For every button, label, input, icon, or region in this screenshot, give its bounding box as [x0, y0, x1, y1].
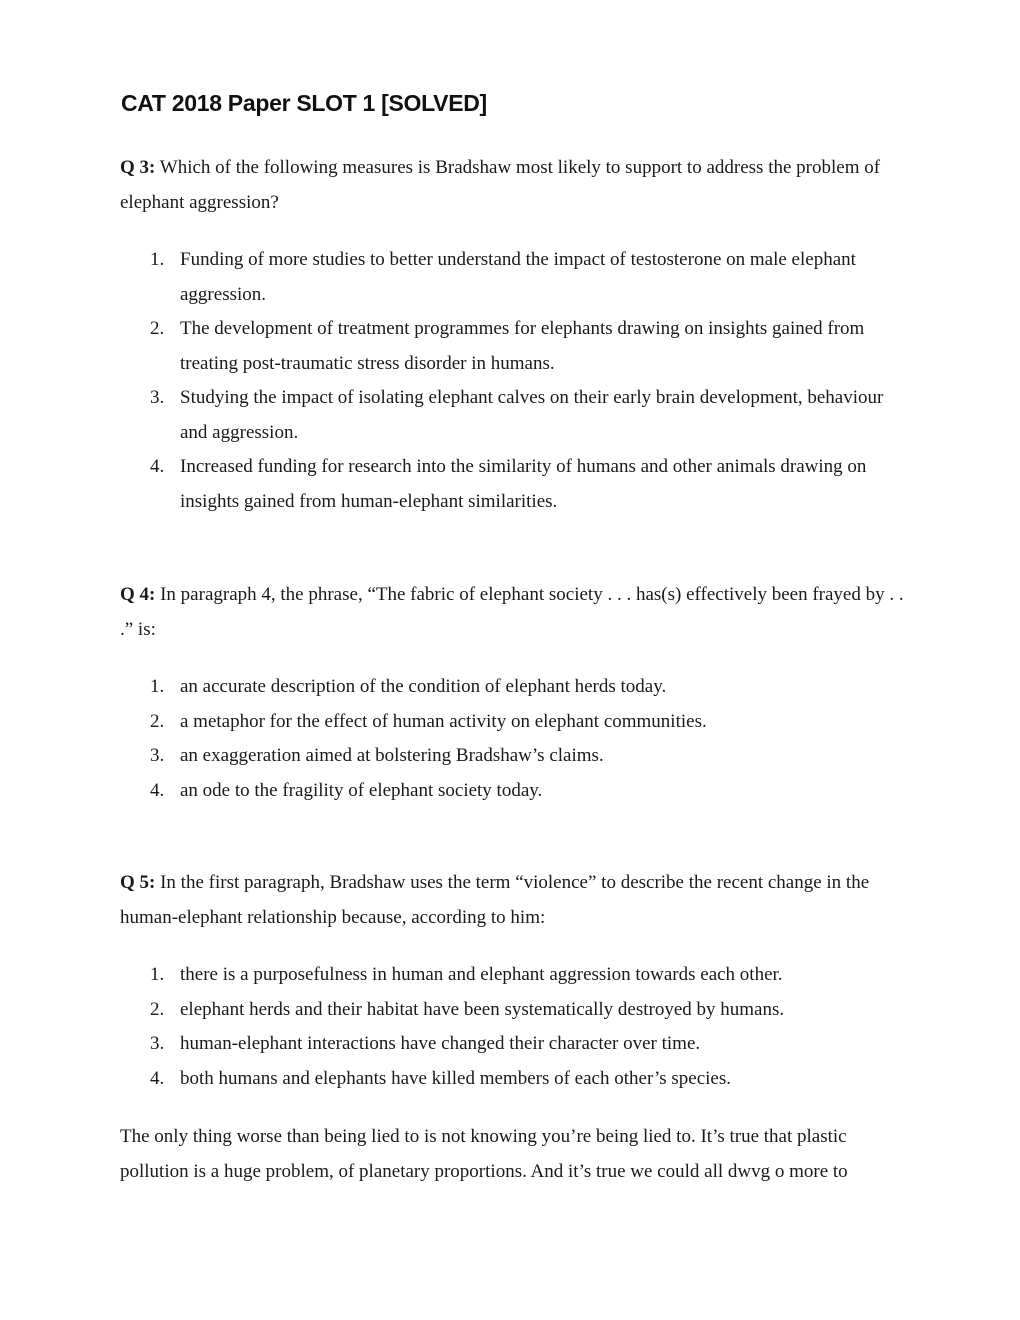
option-text: elephant herds and their habitat have been systematically destroyed by humans.: [180, 998, 785, 1020]
option-number: 3.: [150, 387, 165, 408]
option-text: Studying the impact of isolating elephant calves on their early brain development, behaviour and aggression.: [180, 387, 884, 443]
option-number: 1.: [150, 964, 165, 985]
option-number: 2.: [150, 710, 165, 732]
option-text: human-elephant interactions have changed their character over time.: [180, 1033, 701, 1054]
option-item: [120, 958, 910, 993]
question-number: Q 3:: [120, 157, 156, 178]
option-text: an accurate description of the condition of elephant herds today.: [180, 676, 667, 697]
option-item: [120, 1027, 910, 1062]
question-4: [120, 578, 910, 808]
question-number: Q 4:: [120, 584, 156, 605]
option-number: 3.: [150, 1033, 165, 1054]
question-5: [120, 866, 910, 1096]
option-item: [120, 739, 910, 774]
option-list: [120, 958, 910, 1096]
question-stem: [120, 578, 910, 647]
option-item: [120, 993, 910, 1028]
option-text: The development of treatment programmes for elephants drawing on insights gained from treating post-traumatic stress disorder in humans.: [180, 318, 865, 374]
question-3: [120, 151, 910, 519]
option-text: a metaphor for the effect of human activity on elephant communities.: [180, 710, 707, 732]
option-item: [120, 312, 910, 381]
option-number: 1.: [150, 249, 165, 270]
option-number: 4.: [150, 1067, 165, 1089]
question-text: Which of the following measures is Bradshaw most likely to support to address the problem of elephant aggression?: [120, 157, 881, 213]
question-number: Q 5:: [120, 872, 156, 893]
option-text: Funding of more studies to better understand the impact of testosterone on male elephant aggression.: [180, 249, 856, 305]
option-item: [120, 1062, 910, 1097]
option-item: [120, 670, 910, 705]
option-number: 3.: [150, 745, 165, 766]
option-item: [120, 450, 910, 519]
option-list: [120, 670, 910, 808]
option-text: an ode to the fragility of elephant society today.: [180, 779, 543, 801]
question-text: In the first paragraph, Bradshaw uses the term “violence” to describe the recent change in the human-elephant relationship because, according to him:: [120, 872, 870, 928]
page-title: CAT 2018 Paper SLOT 1 [SOLVED]: [121, 90, 487, 116]
question-text: In paragraph 4, the phrase, “The fabric of elephant society . . . has(s) effectively been frayed by . . .” is:: [120, 584, 904, 640]
option-number: 2.: [150, 318, 165, 339]
option-item: [120, 243, 910, 312]
option-number: 1.: [150, 676, 165, 697]
option-number: 4.: [150, 456, 165, 477]
option-item: [120, 381, 910, 450]
option-item: [120, 705, 910, 740]
option-text: there is a purposefulness in human and elephant aggression towards each other.: [180, 964, 783, 985]
question-stem: [120, 866, 910, 935]
option-text: both humans and elephants have killed members of each other’s species.: [180, 1067, 732, 1089]
option-item: [120, 774, 910, 809]
option-number: 2.: [150, 998, 165, 1020]
option-number: 4.: [150, 779, 165, 801]
option-text: an exaggeration aimed at bolstering Bradshaw’s claims.: [180, 745, 604, 766]
option-text: Increased funding for research into the similarity of humans and other animals drawing on insights gained from human-elephant similarities.: [180, 456, 867, 512]
question-stem: [120, 151, 910, 220]
passage-text: The only thing worse than being lied to is not knowing you’re being lied to. It’s true that plastic pollution is a huge problem, of planetary proportions. And it’s true we could all dwvg o more to: [120, 1126, 848, 1182]
option-list: [120, 243, 910, 519]
